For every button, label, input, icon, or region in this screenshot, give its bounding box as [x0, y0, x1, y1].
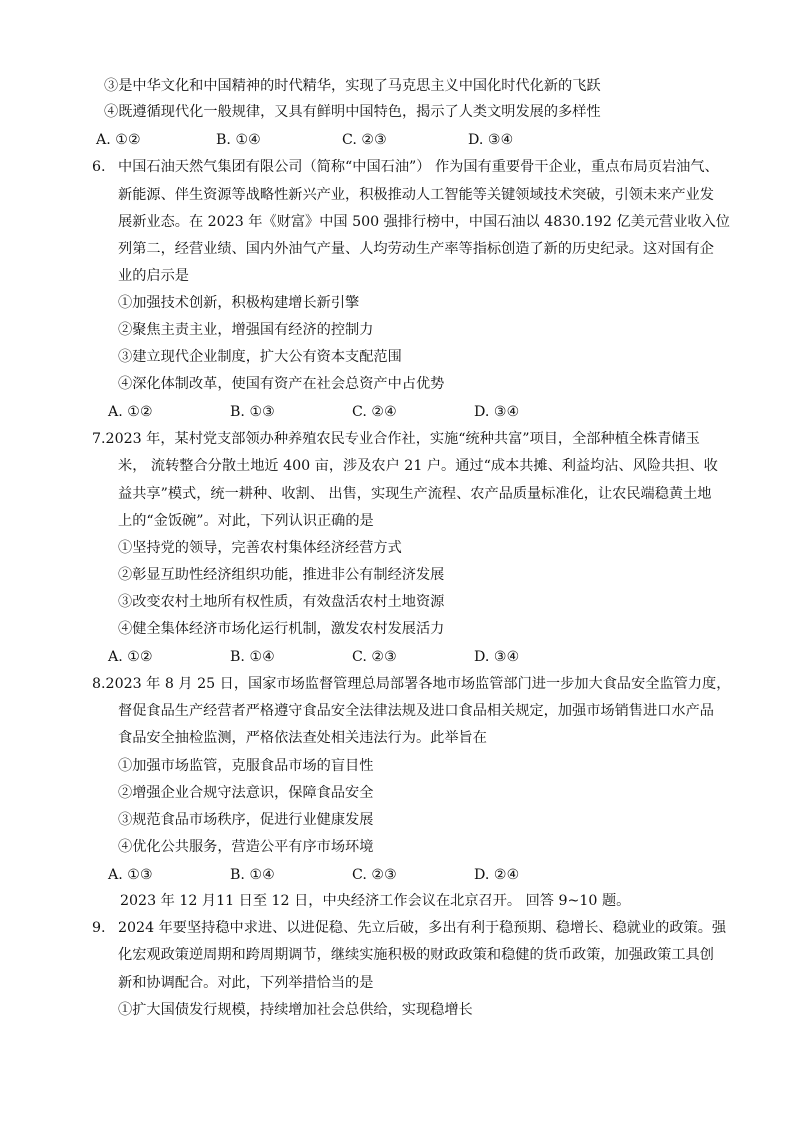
q5-options [96, 130, 628, 150]
q7-item-3: ③改变农村土地所有权性质，有效盘活农村土地资源 [118, 594, 445, 610]
q8-option-b[interactable]: B. ①④ [230, 867, 275, 883]
q8-stem-line: 督促食品生产经营者严格遵守食品安全法律法规及进口食品相关规定，加强市场销售进口水产品 [118, 703, 714, 719]
q7-stem-line: 益共享”模式，统一耕种、收割、 出售，实现生产流程、农产品质量标准化，让农民端稳黄土地 [118, 486, 712, 502]
q6-stem-line: 展新业态。在 2023 年《财富》中国 500 强排行榜中，中国石油以 4830.192 亿美元营业收入位 [118, 214, 730, 230]
q5-item-3: ③是中华文化和中国精神的时代精华，实现了马克思主义中国化时代化新的飞跃 [104, 78, 601, 94]
q6-stem-line: 新能源、伴生资源等战略性新兴产业，积极推动人工智能等关键领域技术突破，引领未来产业发 [118, 187, 714, 203]
q6-option-d[interactable]: D. ③④ [474, 404, 520, 420]
q6-number: 6. [92, 159, 106, 175]
q8-option-d[interactable]: D. ②④ [474, 867, 520, 883]
q7-stem-line: 上的“金饭碗”。对此，下列认识正确的是 [118, 513, 374, 529]
q5-option-d[interactable]: D. ③④ [468, 132, 514, 148]
q7-item-2: ②彰显互助性经济组织功能，推进非公有制经济发展 [118, 567, 445, 583]
q6-stem-line: 业的启示是 [118, 268, 189, 284]
q8-item-4: ④优化公共服务，营造公平有序市场环境 [118, 839, 374, 855]
q6-options [108, 402, 628, 422]
q9-stem-line: 化宏观政策逆周期和跨周期调节，继续实施积极的财政政策和稳健的货币政策，加强政策工具创 [118, 947, 714, 963]
q8-item-2: ②增强企业合规守法意识，保障食品安全 [118, 785, 374, 801]
q7-item-4: ④健全集体经济市场化运行机制，激发农村发展活力 [118, 621, 445, 637]
q5-option-b[interactable]: B. ①④ [216, 132, 261, 148]
q6-stem-line: 中国石油天然气集团有限公司（简称“中国石油”） 作为国有重要骨干企业，重点布局页岩油气、 [118, 159, 719, 175]
q9-stem-line: 2024 年要坚持稳中求进、以进促稳、先立后破，多出有利于稳预期、稳增长、稳就业的政策。强 [118, 920, 727, 936]
q9-number: 9. [92, 920, 106, 936]
q9-stem-line: 新和协调配合。对此，下列举措恰当的是 [118, 975, 374, 991]
q8-option-a[interactable]: A. ①③ [108, 867, 153, 883]
q6-item-4: ④深化体制改革，使国有资产在社会总资产中占优势 [118, 376, 445, 392]
q8-options [108, 865, 628, 885]
q9-item-1: ①扩大国债发行规模，持续增加社会总供给，实现稳增长 [118, 1002, 473, 1018]
q6-option-c[interactable]: C. ②④ [352, 404, 397, 420]
q8-option-c[interactable]: C. ②③ [352, 867, 397, 883]
q7-option-a[interactable]: A. ①② [108, 649, 153, 665]
q8-stem-line: 食品安全抽检监测，严格依法查处相关违法行为。此举旨在 [118, 730, 487, 746]
q6-item-3: ③建立现代企业制度，扩大公有资本支配范围 [118, 349, 402, 365]
q6-item-1: ①加强技术创新，积极构建增长新引擎 [118, 295, 360, 311]
q5-option-a[interactable]: A. ①② [96, 132, 141, 148]
q8-item-1: ①加强市场监管，克服食品市场的盲目性 [118, 758, 374, 774]
q8-stem-line: 8.2023 年 8 月 25 日，国家市场监督管理总局部署各地市场监管部门进一步加大食品安全监管力度， [92, 676, 731, 692]
q7-stem-line: 米， 流转整合分散土地近 400 亩，涉及农户 21 户。通过“成本共摊、利益均沾、风险共担、收 [118, 458, 718, 474]
q7-option-b[interactable]: B. ①④ [230, 649, 275, 665]
q5-item-4: ④既遵循现代化一般规律，又具有鲜明中国特色，揭示了人类文明发展的多样性 [104, 104, 601, 120]
q7-option-c[interactable]: C. ②③ [352, 649, 397, 665]
q7-item-1: ①坚持党的领导，完善农村集体经济经营方式 [118, 540, 402, 556]
q7-options [108, 647, 628, 667]
q7-option-d[interactable]: D. ③④ [474, 649, 520, 665]
q8-item-3: ③规范食品市场秩序，促进行业健康发展 [118, 812, 374, 828]
q6-stem-line: 列第二，经营业绩、国内外油气产量、人均劳动生产率等指标创造了新的历史纪录。这对国有企 [118, 241, 714, 257]
q6-option-b[interactable]: B. ①③ [230, 404, 275, 420]
q6-item-2: ②聚焦主责主业，增强国有经济的控制力 [118, 322, 374, 338]
section-intro: 2023 年 12 月11 日至 12 日，中央经济工作会议在北京召开。 回答 9~10 题。 [120, 893, 631, 909]
q7-stem-line: 7.2023 年，某村党支部领办种养殖农民专业合作社，实施“统种共富”项目，全部种植全株青储玉 [92, 431, 700, 447]
q6-option-a[interactable]: A. ①② [108, 404, 153, 420]
q5-option-c[interactable]: C. ②③ [342, 132, 387, 148]
